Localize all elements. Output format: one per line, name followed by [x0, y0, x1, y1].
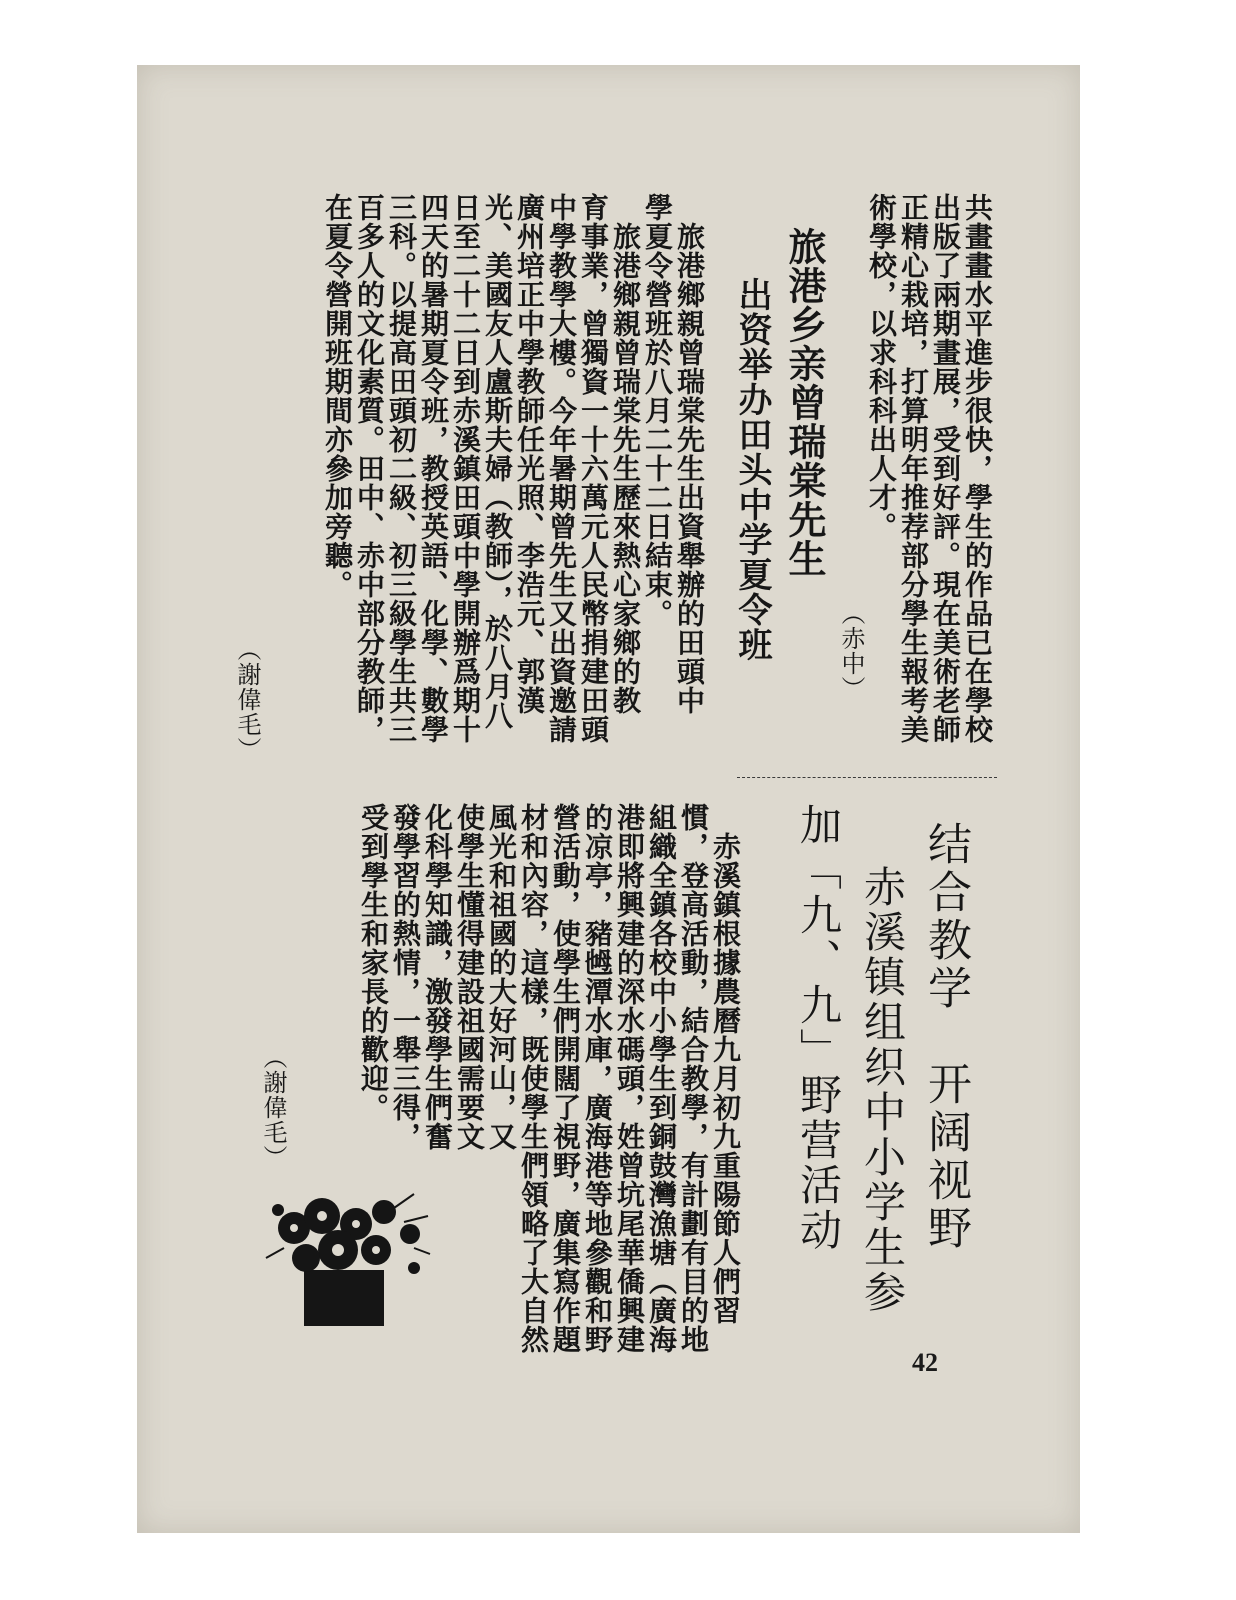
- summer-camp-column-3: 旅港鄉親曾瑞棠先生歷來熱心家鄉的教: [609, 193, 642, 715]
- camping-column-8: 風光和祖國的大好河山，又: [485, 803, 518, 1151]
- camping-column-11: 發學習的熱情，一舉三得，: [389, 803, 422, 1151]
- summer-camp-subheadline: 出资举办田头中学夏令班: [732, 277, 772, 662]
- camping-column-7: 材和內容，這樣，既使學生們領略了大自然: [517, 803, 550, 1354]
- summer-camp-column-2: 學夏令營班於八月二十二日結束。: [641, 193, 674, 628]
- summer-camp-column-9: 四天的暑期夏令班，教授英語、化學、數學: [417, 193, 450, 744]
- camping-column-4: 港即將興建的深水碼頭，姓曾坑尾華僑興建: [613, 803, 646, 1354]
- section-divider: [737, 777, 997, 778]
- camping-column-3: 組織全鎮各校中小學生到銅鼓灣漁塘（廣海: [645, 803, 678, 1354]
- camping-column-1: 赤溪鎮根據農曆九月初九重陽節人們習: [709, 803, 742, 1325]
- summer-camp-column-10: 三科。以提高田頭初二級、初三級學生共三: [385, 193, 418, 744]
- continuation-column-2: 出版了兩期畫展，受到好評。現在美術老師: [929, 193, 962, 744]
- summer-camp-column-11: 百多人的文化素質。田中、赤中部分教師，: [353, 193, 386, 744]
- camping-signature: （謝偉毛）: [259, 1045, 287, 1170]
- summer-camp-column-8: 日至二十二日到赤溪鎮田頭中學開辦爲期十: [449, 193, 482, 744]
- continuation-signature: （赤中）: [837, 601, 865, 701]
- summer-camp-signature: （謝偉毛）: [233, 637, 261, 762]
- page-number: 42: [912, 1348, 938, 1377]
- summer-camp-column-5: 中學教學大樓。今年暑期曾先生又出資邀請: [545, 193, 578, 744]
- continuation-column-3: 正精心栽培，打算明年推荐部分學生報考美: [897, 193, 930, 744]
- camping-column-2: 慣，登高活動，結合教學，有計劃有目的地: [677, 803, 710, 1354]
- summer-camp-column-12: 在夏令營開班期間亦參加旁聽。: [321, 193, 354, 599]
- camping-column-12: 受到學生和家長的歡迎。: [357, 803, 390, 1122]
- vase-icon: [304, 1270, 384, 1326]
- camping-headline-line-1: 结合教学 开阔视野: [920, 821, 971, 1253]
- summer-camp-column-7: 光、美國友人盧斯夫婦（教師），於八月八: [481, 193, 514, 730]
- summer-camp-headline: 旅港乡亲曾瑞棠先生: [782, 227, 826, 578]
- flower-vase-illustration: [264, 1188, 434, 1328]
- camping-headline-line-2: 赤溪镇组织中小学生参: [858, 865, 907, 1315]
- continuation-column-1: 共畫畫水平進步很快，學生的作品已在學校: [961, 193, 994, 744]
- summer-camp-column-1: 旅港鄉親曾瑞棠先生出資舉辦的田頭中: [673, 193, 706, 715]
- camping-column-9: 使學生懂得建設祖國需要文: [453, 803, 486, 1151]
- camping-column-6: 營活動，使學生們開闊了視野，廣集寫作題: [549, 803, 582, 1354]
- camping-headline-line-3: 加「九、九」野营活动: [794, 803, 843, 1253]
- camping-column-5: 的凉亭，豬乸潭水庫，廣海港等地參觀和野: [581, 803, 614, 1354]
- continuation-column-4: 術學校，以求科科出人才。: [865, 193, 898, 541]
- camping-column-10: 化科學知識，激發學生們奮: [421, 803, 454, 1151]
- summer-camp-column-4: 育事業，曾獨資一十六萬元人民幣捐建田頭: [577, 193, 610, 744]
- summer-camp-column-6: 廣州培正中學教師任光照、李浩元、郭漢: [513, 193, 546, 715]
